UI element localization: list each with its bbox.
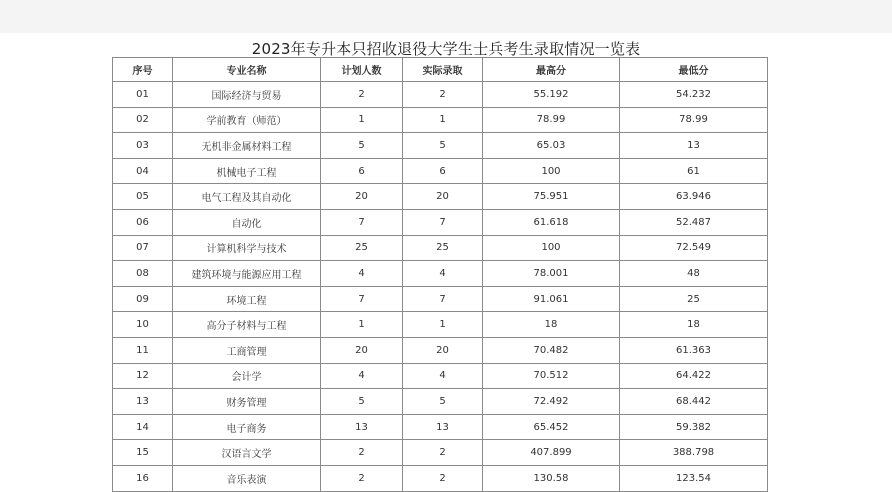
- column-header-max-score: 最高分: [483, 58, 620, 82]
- cell-min-score: 72.549: [620, 235, 768, 261]
- table-row: [113, 235, 768, 261]
- cell-admitted: 5: [403, 133, 483, 159]
- cell-major: 工商管理: [173, 337, 321, 363]
- cell-planned: 1: [321, 107, 403, 133]
- cell-major: 电子商务: [173, 414, 321, 440]
- cell-min-score: 78.99: [620, 107, 768, 133]
- cell-planned: 5: [321, 389, 403, 415]
- cell-admitted: 25: [403, 235, 483, 261]
- cell-max-score: 100: [483, 235, 620, 261]
- table-row: [113, 363, 768, 389]
- cell-index: 12: [113, 363, 173, 389]
- cell-min-score: 59.382: [620, 414, 768, 440]
- cell-max-score: 70.512: [483, 363, 620, 389]
- table-row: [113, 82, 768, 108]
- cell-min-score: 388.798: [620, 440, 768, 466]
- cell-index: 07: [113, 235, 173, 261]
- cell-major: 无机非金属材料工程: [173, 133, 321, 159]
- cell-admitted: 1: [403, 312, 483, 338]
- table-row: [113, 337, 768, 363]
- cell-min-score: 25: [620, 286, 768, 312]
- cell-index: 05: [113, 184, 173, 210]
- table-row: [113, 414, 768, 440]
- cell-planned: 1: [321, 312, 403, 338]
- cell-index: 09: [113, 286, 173, 312]
- cell-admitted: 13: [403, 414, 483, 440]
- cell-major: 学前教育（师范）: [173, 107, 321, 133]
- cell-admitted: 2: [403, 465, 483, 491]
- column-header-min-score: 最低分: [620, 58, 768, 82]
- cell-planned: 13: [321, 414, 403, 440]
- table-row: [113, 312, 768, 338]
- cell-min-score: 61: [620, 158, 768, 184]
- cell-max-score: 130.58: [483, 465, 620, 491]
- cell-planned: 6: [321, 158, 403, 184]
- cell-admitted: 2: [403, 440, 483, 466]
- cell-max-score: 55.192: [483, 82, 620, 108]
- cell-planned: 2: [321, 82, 403, 108]
- cell-admitted: 5: [403, 389, 483, 415]
- cell-max-score: 75.951: [483, 184, 620, 210]
- cell-max-score: 100: [483, 158, 620, 184]
- table-row: [113, 286, 768, 312]
- cell-index: 03: [113, 133, 173, 159]
- cell-planned: 7: [321, 286, 403, 312]
- cell-planned: 2: [321, 440, 403, 466]
- cell-planned: 2: [321, 465, 403, 491]
- cell-min-score: 13: [620, 133, 768, 159]
- table-row: [113, 158, 768, 184]
- cell-index: 13: [113, 389, 173, 415]
- table-row: [113, 209, 768, 235]
- cell-min-score: 52.487: [620, 209, 768, 235]
- cell-planned: 20: [321, 184, 403, 210]
- column-header-planned: 计划人数: [321, 58, 403, 82]
- table-row: [113, 107, 768, 133]
- cell-planned: 4: [321, 363, 403, 389]
- cell-max-score: 18: [483, 312, 620, 338]
- cell-index: 04: [113, 158, 173, 184]
- cell-admitted: 2: [403, 82, 483, 108]
- cell-max-score: 65.03: [483, 133, 620, 159]
- cell-major: 财务管理: [173, 389, 321, 415]
- cell-major: 国际经济与贸易: [173, 82, 321, 108]
- cell-index: 06: [113, 209, 173, 235]
- column-header-admitted: 实际录取: [403, 58, 483, 82]
- cell-index: 16: [113, 465, 173, 491]
- cell-index: 15: [113, 440, 173, 466]
- top-bar: [0, 0, 892, 33]
- cell-admitted: 20: [403, 337, 483, 363]
- admission-table: [112, 57, 768, 492]
- cell-max-score: 78.001: [483, 261, 620, 287]
- cell-max-score: 91.061: [483, 286, 620, 312]
- column-header-index: 序号: [113, 58, 173, 82]
- cell-min-score: 63.946: [620, 184, 768, 210]
- cell-major: 会计学: [173, 363, 321, 389]
- cell-max-score: 78.99: [483, 107, 620, 133]
- cell-min-score: 48: [620, 261, 768, 287]
- cell-min-score: 68.442: [620, 389, 768, 415]
- cell-min-score: 123.54: [620, 465, 768, 491]
- cell-index: 02: [113, 107, 173, 133]
- table-row: [113, 440, 768, 466]
- cell-admitted: 4: [403, 363, 483, 389]
- document-title: 2023年专升本只招收退役大学生士兵考生录取情况一览表: [251, 40, 641, 58]
- cell-admitted: 6: [403, 158, 483, 184]
- cell-planned: 25: [321, 235, 403, 261]
- column-header-major: 专业名称: [173, 58, 321, 82]
- cell-index: 01: [113, 82, 173, 108]
- cell-min-score: 18: [620, 312, 768, 338]
- table-row: [113, 184, 768, 210]
- cell-major: 机械电子工程: [173, 158, 321, 184]
- cell-admitted: 4: [403, 261, 483, 287]
- cell-planned: 4: [321, 261, 403, 287]
- cell-planned: 20: [321, 337, 403, 363]
- cell-major: 环境工程: [173, 286, 321, 312]
- table-row: [113, 133, 768, 159]
- cell-min-score: 54.232: [620, 82, 768, 108]
- cell-major: 计算机科学与技术: [173, 235, 321, 261]
- cell-admitted: 20: [403, 184, 483, 210]
- cell-max-score: 407.899: [483, 440, 620, 466]
- cell-admitted: 1: [403, 107, 483, 133]
- table-header-row: [113, 58, 768, 82]
- cell-min-score: 64.422: [620, 363, 768, 389]
- cell-admitted: 7: [403, 209, 483, 235]
- cell-major: 自动化: [173, 209, 321, 235]
- cell-index: 11: [113, 337, 173, 363]
- document-page: [0, 33, 892, 486]
- cell-major: 电气工程及其自动化: [173, 184, 321, 210]
- cell-admitted: 7: [403, 286, 483, 312]
- cell-max-score: 61.618: [483, 209, 620, 235]
- cell-planned: 7: [321, 209, 403, 235]
- cell-index: 08: [113, 261, 173, 287]
- cell-min-score: 61.363: [620, 337, 768, 363]
- cell-major: 汉语言文学: [173, 440, 321, 466]
- cell-max-score: 70.482: [483, 337, 620, 363]
- cell-max-score: 72.492: [483, 389, 620, 415]
- cell-major: 高分子材料与工程: [173, 312, 321, 338]
- table-row: [113, 389, 768, 415]
- cell-max-score: 65.452: [483, 414, 620, 440]
- table-row: [113, 261, 768, 287]
- cell-planned: 5: [321, 133, 403, 159]
- table-row: [113, 465, 768, 491]
- cell-index: 10: [113, 312, 173, 338]
- cell-index: 14: [113, 414, 173, 440]
- cell-major: 建筑环境与能源应用工程: [173, 261, 321, 287]
- cell-major: 音乐表演: [173, 465, 321, 491]
